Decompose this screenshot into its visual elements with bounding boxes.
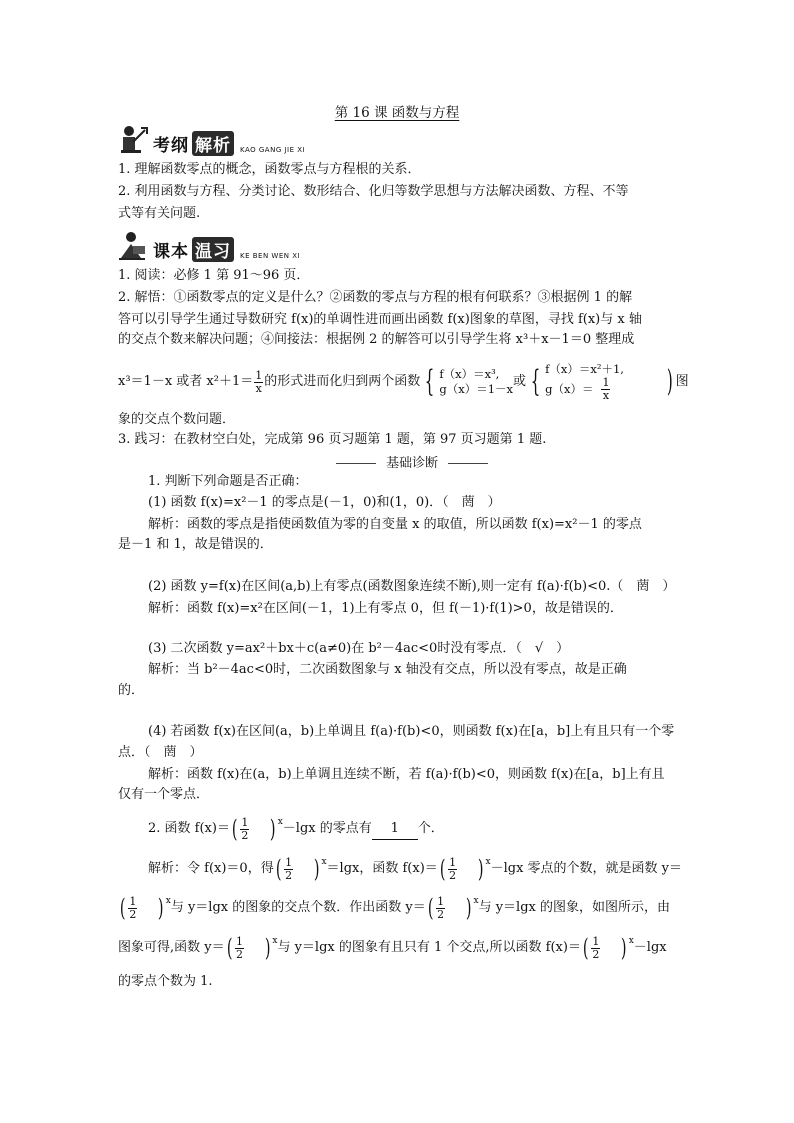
ornament-right <box>448 463 488 464</box>
equation-system-2: { f（x）＝x²＋1, g（x）＝ $\frac{1}{x}$ ) <box>530 362 673 402</box>
section-title: 考纲 <box>153 136 189 156</box>
prop-3-analysis-b: 的． <box>118 683 145 698</box>
prop-3-analysis-a: 解析：当 b²－4ac<0时，二次函数图象与 x 轴没有交点，所以没有零点，故是正确 <box>148 662 627 677</box>
keben-line-7: 3. 践习：在教材空白处，完成第 96 页习题第 1 题，第 97 页习题第 1 题. <box>118 432 547 447</box>
solution-line-4: 的零点个数为 1. <box>118 974 213 989</box>
section-title-box: 解析 <box>192 131 234 156</box>
kaogang-item-1: 1. 理解函数零点的概念，函数零点与方程根的关系． <box>118 162 421 177</box>
prop-4-b: 点．（ 菵 ） <box>118 745 203 760</box>
fraction-1-over-x: $\frac{1}{x}$ <box>255 368 263 395</box>
section-pinyin: KE BEN WEN XI <box>240 252 301 260</box>
prop-4-analysis-a: 解析：函数 f(x)在(a，b)上单调且连续不断，若 f(a)·f(b)<0，则函数 f(x)在[a，b]上有且 <box>148 767 665 782</box>
section-title: 课本 <box>153 242 189 262</box>
prop-1-analysis-a: 解析：函数的零点是指使函数值为零的自变量 x 的取值，所以函数 f(x)=x²－1 的零点 <box>148 517 642 532</box>
section-pinyin: KAO GANG JIE XI <box>240 146 306 154</box>
answer-blank: 1 <box>372 819 418 840</box>
prop-1-analysis-b: 是－1 和 1，故是错误的． <box>118 537 273 552</box>
solution-line-1: 解析：令 f(x)＝0，得 ( $\frac{1}{2}$ ) x ＝lgx，函数 f(x)＝ ( $\frac{1}{2}$ ) x －lgx 零点的个数，就是函数 y＝ <box>148 855 683 883</box>
keben-line-4: 的交点个数来解决问题；④间接法：根据例 2 的解答可以引导学生将 x³＋x－1＝0 整理成 <box>118 332 635 347</box>
prop-2: (2) 函数 y=f(x)在区间(a,b)上有零点(函数图象连续不断),则一定有 f(a)·f(b)<0.（ 菵 ） <box>148 579 676 594</box>
question-1: 1. 判断下列命题是否正确： <box>148 474 308 489</box>
solution-line-2: ( $\frac{1}{2}$ ) x 与 y＝lgx 的图象的交点个数．作出函数 y＝ ( $\frac{1}{2}$ ) x 与 y＝lgx 的图象，如图所示，由 <box>119 894 670 922</box>
section-header-kaogang <box>117 120 305 156</box>
prop-4-analysis-b: 仅有一个零点． <box>118 787 210 802</box>
question-2: 2. 函数 f(x)＝ ( $\frac{1}{2}$ ) x －lgx 的零点有 1 个． <box>148 815 444 843</box>
equation-system-1: { f（x）＝x³, g（x）＝1－x <box>425 364 513 399</box>
keben-line-1: 1. 阅读：必修 1 第 91～96 页． <box>118 268 310 283</box>
kaogang-item-2: 2. 利用函数与方程、分类讨论、数形结合、化归等数学思想与方法解决函数、方程、不等 <box>118 184 629 199</box>
basic-diagnosis-header: 基础诊断 <box>330 452 494 471</box>
prop-3: (3) 二次函数 y=ax²＋bx＋c(a≠0)在 b²－4ac<0时没有零点．（ √ ） <box>148 641 570 656</box>
prop-4: (4) 若函数 f(x)在区间(a，b)上单调且 f(a)·f(b)<0，则函数 f(x)在[a，b]上有且只有一个零 <box>148 724 675 739</box>
solution-line-3: 图象可得,函数 y＝ ( $\frac{1}{2}$ ) x 与 y＝lgx 的图象有且只有 1 个交点,所以函数 f(x)＝ ( $\frac{1}{2}$ ) x －lgx <box>118 934 667 962</box>
section-header-keben <box>117 226 300 262</box>
prop-1: (1) 函数 f(x)=x²－1 的零点是(－1，0)和(1，0)．（ 菵 ） <box>148 495 501 510</box>
keben-line-6: 象的交点个数问题． <box>118 412 236 427</box>
reading-figure-icon <box>117 228 151 262</box>
kaogang-item-3: 式等有关问题. <box>118 206 201 221</box>
student-figure-icon <box>117 122 151 156</box>
page-title: 第 16 课 函数与方程 <box>334 105 460 121</box>
keben-line-2: 2. 解悟：①函数零点的定义是什么？②函数的零点与方程的根有何联系？③根据例 1 的解 <box>118 290 633 305</box>
keben-line-3: 答可以引导学生通过导数研究 f(x)的单调性进而画出函数 f(x)图象的草图，寻找 f(x)与 x 轴 <box>118 312 642 327</box>
keben-line-5: x³＝1－x 或者 x²＋1＝ $\frac{1}{x}$ 的形式进而化归到两个函数 { f（x）＝x³, g（x）＝1－x 或 { f（x）＝x²＋1, g（x）＝ $\frac{1}{x}$ ) 图 <box>118 362 689 402</box>
prop-2-analysis: 解析：函数 f(x)=x²在区间(－1，1)上有零点 0，但 f(－1)·f(1)>0，故是错误的． <box>148 601 623 616</box>
section-title-box: 温习 <box>192 237 234 262</box>
ornament-left <box>336 463 376 464</box>
